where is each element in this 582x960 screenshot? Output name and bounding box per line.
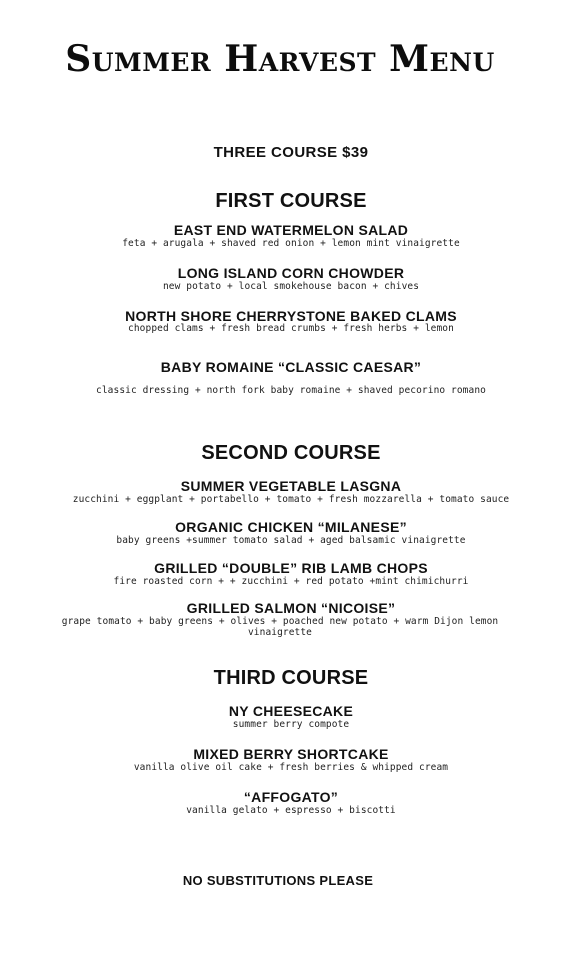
dish-description: feta + arugala + shaved red onion + lemon mint vinaigrette [122,238,460,249]
dish-name: ORGANIC CHICKEN “MILANESE” [175,519,407,535]
price-line: THREE COURSE $39 [213,144,369,161]
course-heading-first: FIRST COURSE [215,190,367,212]
dish-description: chopped clams + fresh bread crumbs + fresh herbs + lemon [128,323,454,334]
dish-name: NORTH SHORE CHERRYSTONE BAKED CLAMS [125,308,457,324]
footer-note: NO SUBSTITUTIONS PLEASE [182,873,374,888]
dish-description: fire roasted corn + + zucchini + red potato +mint chimichurri [113,576,469,587]
dish-name: LONG ISLAND CORN CHOWDER [177,265,405,281]
dish-description: classic dressing + north fork baby romaine + shaved pecorino romano [96,385,486,396]
dish-description: baby greens +summer tomato salad + aged balsamic vinaigrette [116,535,466,546]
dish-description: new potato + local smokehouse bacon + chives [162,281,420,292]
dish-name: MIXED BERRY SHORTCAKE [193,746,389,762]
dish-description: vanilla gelato + espresso + biscotti [186,805,396,816]
dish-description: vanilla olive oil cake + fresh berries & whipped cream [133,762,449,773]
dish-name: BABY ROMAINE “CLASSIC CAESAR” [160,359,422,375]
course-heading-second: SECOND COURSE [201,442,381,464]
dish-description: grape tomato + baby greens + olives + poached new potato + warm Dijon lemon vinaigrette [61,616,499,638]
dish-name: GRILLED SALMON “NICOISE” [186,600,396,616]
dish-name: “AFFOGATO” [243,789,339,805]
dish-description: summer berry compote [232,719,350,730]
dish-name: GRILLED “DOUBLE” RIB LAMB CHOPS [154,560,428,576]
dish-name: SUMMER VEGETABLE LASGNA [180,478,402,494]
menu-title: Summer Harvest Menu [65,38,495,80]
course-heading-third: THIRD COURSE [213,667,369,689]
dish-name: EAST END WATERMELON SALAD [173,222,409,238]
dish-description: zucchini + eggplant + portabello + tomato + fresh mozzarella + tomato sauce [72,494,510,505]
dish-name: NY CHEESECAKE [228,703,354,719]
